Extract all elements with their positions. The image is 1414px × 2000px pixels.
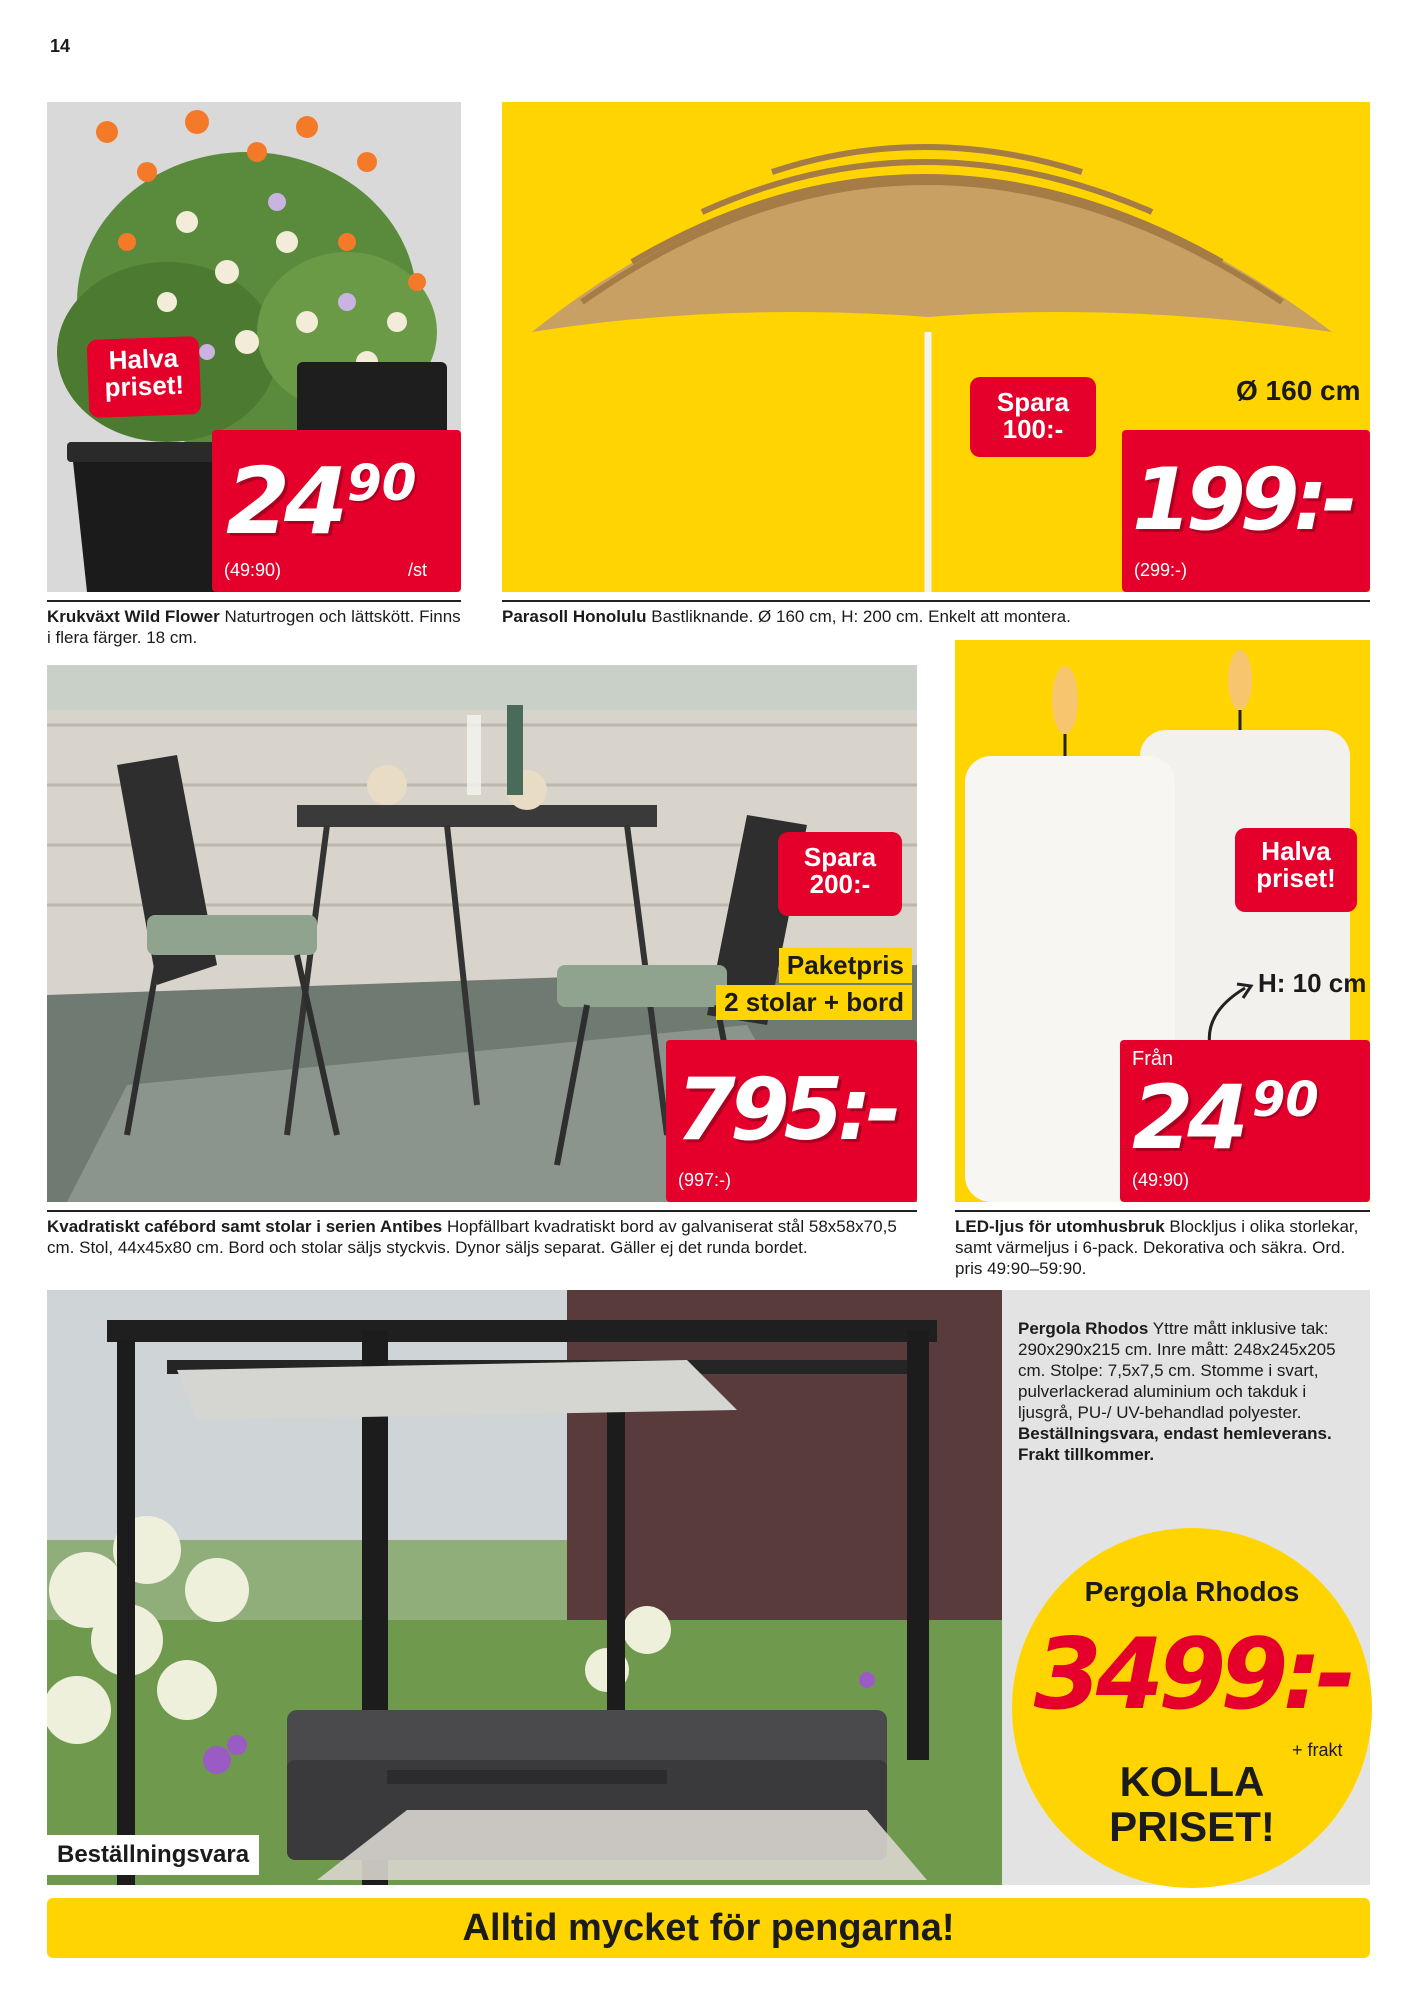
parasol-price-old: (299:-) <box>1134 560 1188 580</box>
pergola-freight: + frakt <box>1292 1740 1343 1760</box>
flower-name: Krukväxt Wild Flower <box>47 607 220 626</box>
footer-banner <box>47 1898 1370 1958</box>
pergola-name: Pergola Rhodos <box>1018 1319 1149 1338</box>
pergola-cta-line1: KOLLA <box>1119 1758 1265 1805</box>
cafe-price-old: (997:-) <box>678 1170 732 1190</box>
footer-slogan: Alltid mycket för pengarna! <box>462 1907 955 1949</box>
parasol-price-box <box>1122 430 1370 592</box>
cafe-price-main: 795:- <box>676 1060 896 1160</box>
parasol-description <box>502 600 1370 627</box>
cafe-price-box <box>666 1040 917 1202</box>
pergola-illustration <box>47 1290 1002 1885</box>
parasol-diameter-label: Ø 160 cm <box>1236 375 1361 406</box>
cafe-name: Kvadratiskt cafébord samt stolar i serien Antibes <box>47 1217 443 1236</box>
parasol-save-badge: Spara 100:- <box>970 377 1096 457</box>
cafe-desc: Hopfällbart kvadratiskt bord av galvaniserat stål 58x58x70,5 cm. Stol, 44x45x80 cm. Bord och stolar säljs styckvis. Dynor säljs separat. Gäller ej det runda bordet. <box>47 1217 897 1257</box>
flower-price-main: 24 <box>226 448 343 555</box>
flower-price-old: (49:90) <box>224 560 282 580</box>
led-price-main: 24 <box>1132 1066 1243 1169</box>
pergola-desc-bold: Beställningsvara, endast hemleverans. Frakt tillkommer. <box>1018 1424 1332 1464</box>
led-description <box>955 1210 1370 1279</box>
led-from-label: Från <box>1132 1048 1174 1070</box>
page-number: 14 <box>50 36 71 56</box>
pergola-photo <box>47 1290 1002 1885</box>
led-half-price-badge: Halva priset! <box>1235 828 1357 912</box>
led-price-box <box>1120 1040 1370 1202</box>
flower-price-sup: 90 <box>347 454 417 512</box>
flower-desc: Naturtrogen och lättskött. Finns i flera färger. 18 cm. <box>47 607 461 647</box>
parasol-name: Parasoll Honolulu <box>502 607 647 626</box>
parasol-desc: Bastliknande. Ø 160 cm, H: 200 cm. Enkelt att montera. <box>651 607 1071 626</box>
pergola-order-tag: Beställningsvara <box>47 1835 259 1875</box>
cafe-bundle-label <box>702 948 912 1020</box>
led-name: LED-ljus för utomhusbruk <box>955 1217 1165 1236</box>
pergola-desc: Yttre mått inklusive tak: 290x290x215 cm. Inre mått: 248x245x205 cm. Stolpe: 7,5x7,5 cm. Stomme i svart, pulverlackerad aluminium och takduk i ljusgrå, PU-/ UV-behandlad polyester. <box>1018 1319 1336 1422</box>
pergola-circle-title: Pergola Rhodos <box>1084 1576 1300 1607</box>
flower-price-unit: /st <box>408 560 428 580</box>
pergola-description <box>1018 1318 1338 1465</box>
led-price-old: (49:90) <box>1132 1170 1190 1190</box>
cafe-bundle-line1: Paketpris <box>779 948 912 983</box>
flower-half-price-badge: Halva priset! <box>87 336 202 418</box>
led-price-sup: 90 <box>1252 1072 1319 1128</box>
led-desc: Blockljus i olika storlekar, samt värmeljus i 6-pack. Dekorativa och säkra. Ord. pris 49:90–59:90. <box>955 1217 1359 1278</box>
parasol-price-main: 199:- <box>1132 450 1352 550</box>
cafe-save-badge: Spara 200:- <box>778 832 902 916</box>
pergola-price-main: 3499:- <box>1033 1618 1351 1732</box>
cafe-description <box>47 1210 917 1258</box>
led-height-label: H: 10 cm <box>1258 968 1367 998</box>
pergola-cta-line2: PRISET! <box>1109 1803 1275 1850</box>
pergola-price-circle <box>1012 1528 1372 1888</box>
flower-description <box>47 600 461 648</box>
flower-price-box <box>212 430 461 592</box>
cafe-bundle-line2: 2 stolar + bord <box>716 985 912 1020</box>
